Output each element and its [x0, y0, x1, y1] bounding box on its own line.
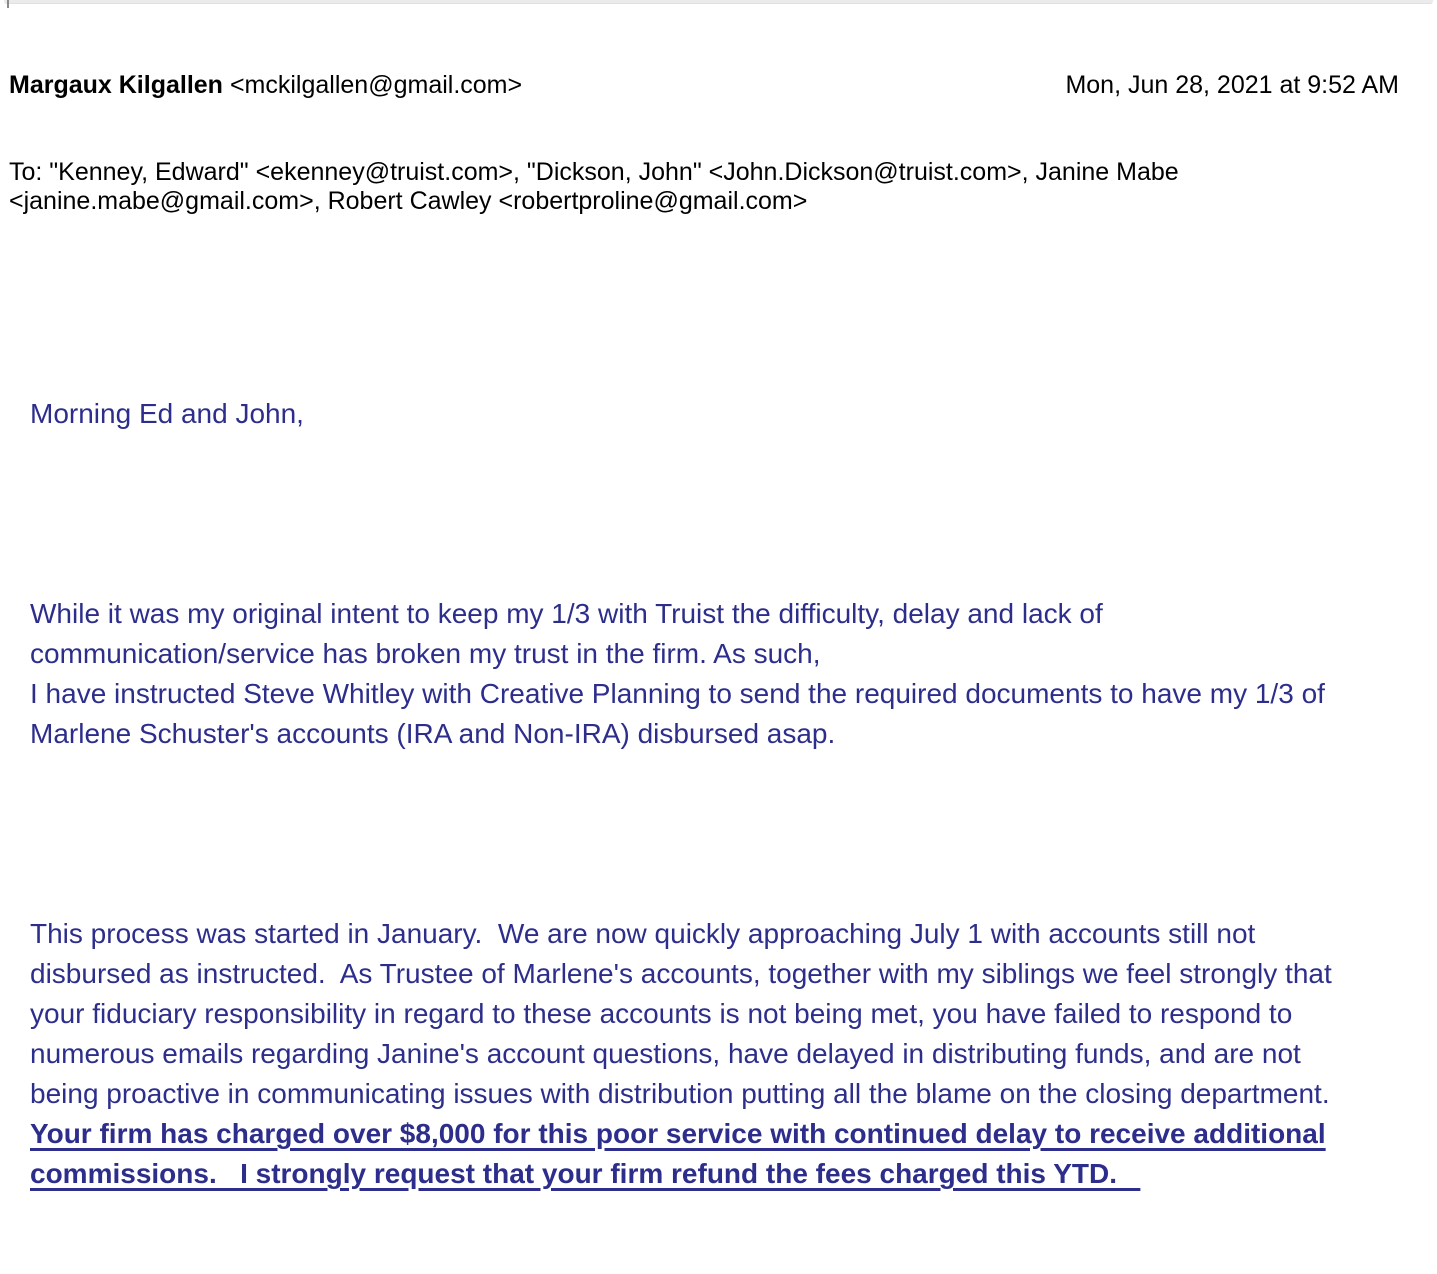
sender-email: <mckilgallen@gmail.com>: [229, 71, 523, 99]
sender: [9, 71, 522, 100]
header-row: [9, 71, 1399, 100]
email-body: [0, 314, 1437, 1274]
complaint-text: This process was started in January. We are now quickly approaching July 1 with accounts still not disbursed as instructed. As Trustee of Marlene's accounts, together with my siblings we feel strongly that your fiduciary responsibility in regard to these accounts is not being met, you have failed to respond to numerous emails regarding Janine's account questions, have delayed in distributing funds, and are not being proactive in communicating issues with distribution putting all the blame on the closing department.: [30, 918, 1332, 1109]
recipients-line: To: "Kenney, Edward" <ekenney@truist.com>, "Dickson, John" <John.Dickson@truist.com>, Janine Mabe <janine.mabe@gmail.com>, Robert Cawley <robertproline@gmail.com>: [9, 158, 1179, 215]
message-date: Mon, Jun 28, 2021 at 9:52 AM: [1065, 71, 1399, 99]
greeting-text: Morning Ed and John,: [30, 398, 304, 429]
left-edge-tick-artifact: [7, 0, 9, 8]
email-header: [0, 0, 1437, 274]
complaint-paragraph: [30, 914, 1407, 1194]
refund-demand-text: Your firm has charged over $8,000 for this poor service with continued delay to receive additional commissions. I strongly request that your firm refund the fees charged this YTD.: [30, 1118, 1326, 1189]
intro-paragraph: While it was my original intent to keep my 1/3 with Truist the difficulty, delay and lack of communication/service has broken my trust in the firm. As such, I have instructed Steve Whitley with Creative Planning to send the required documents to have my 1/3 of Marlene Schuster's accounts (IRA and Non-IRA) disbursed asap.: [30, 598, 1325, 749]
sender-name: Margaux Kilgallen: [9, 71, 223, 99]
toolbar-edge-artifact: [4, 0, 1433, 4]
